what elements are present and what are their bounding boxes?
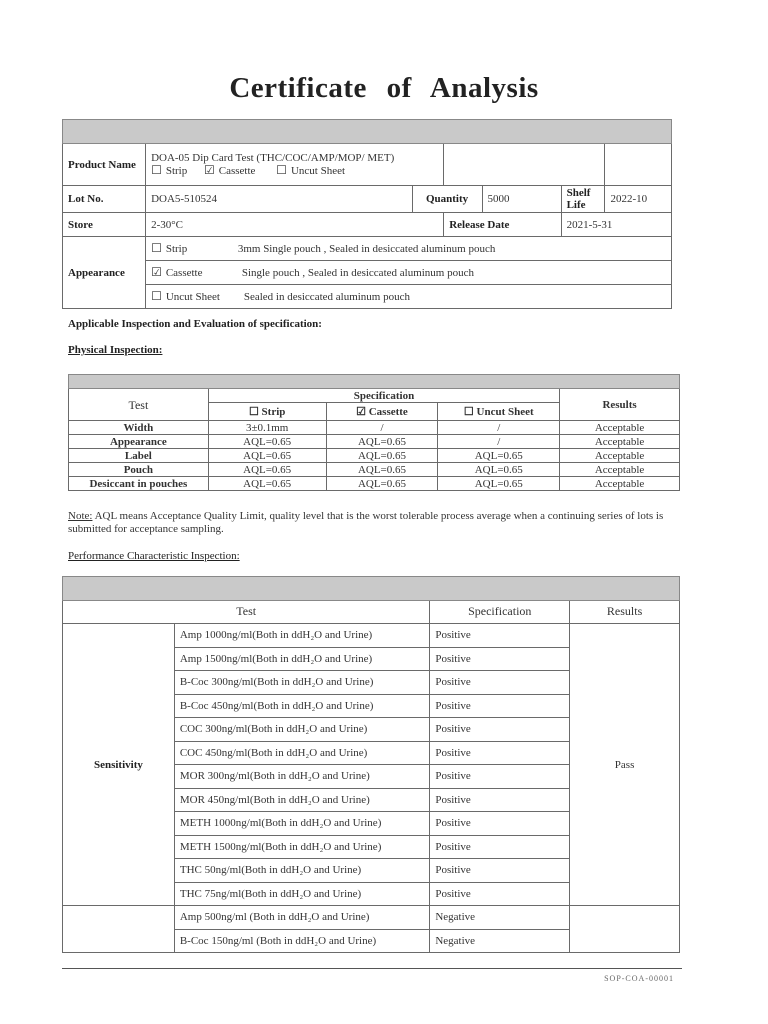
table-row: THC 50ng/ml(Both in ddH₂O and Urine) Positive	[63, 859, 680, 883]
shelf-life-value: 2022-10	[605, 186, 672, 213]
table-row: Amp 1500ng/ml(Both in ddH₂O and Urine) Positive	[63, 647, 680, 671]
footer-code: SOP-COA-00001	[604, 974, 674, 983]
perf-test-header: Test	[63, 600, 430, 624]
product-info-table	[62, 119, 672, 309]
header-band	[63, 577, 680, 601]
table-row: COC 450ng/ml(Both in ddH₂O and Urine) Positive	[63, 741, 680, 765]
test-header: Test	[69, 389, 209, 421]
performance-heading: Performance Characteristic Inspection:	[68, 550, 240, 562]
table-row: Label AQL=0.65 AQL=0.65 AQL=0.65 Acceptable	[69, 449, 680, 463]
table-row: Width 3±0.1mm / / Acceptable	[69, 421, 680, 435]
performance-table	[62, 576, 680, 953]
table-row: Amp 500ng/ml (Both in ddH₂O and Urine) Negative	[63, 906, 680, 930]
appearance-row-uncut	[63, 285, 672, 309]
appearance-cassette: ☑ Cassette Single pouch , Sealed in desiccated aluminum pouch	[146, 261, 672, 285]
header-band	[63, 120, 672, 144]
product-name-label: Product Name	[63, 144, 146, 186]
lot-value: DOA5-510524	[146, 186, 412, 213]
uncut-sheet-header: ☐ Uncut Sheet	[438, 403, 560, 421]
table-row: THC 75ng/ml(Both in ddH₂O and Urine) Positive	[63, 882, 680, 906]
table-row: Sensitivity Amp 1000ng/ml(Both in ddH₂O and Urine) Positive Pass	[63, 624, 680, 648]
physical-inspection-table	[68, 374, 680, 491]
release-date-label: Release Date	[444, 213, 561, 237]
quantity-value: 5000	[482, 186, 561, 213]
table-row: METH 1500ng/ml(Both in ddH₂O and Urine) Positive	[63, 835, 680, 859]
cassette-header: ☑ Cassette	[326, 403, 438, 421]
shelf-life-label: Shelf Life	[561, 186, 605, 213]
header-band	[69, 375, 680, 389]
table-row: METH 1000ng/ml(Both in ddH₂O and Urine) Positive	[63, 812, 680, 836]
strip-header: ☐ Strip	[208, 403, 326, 421]
table-row: MOR 450ng/ml(Both in ddH₂O and Urine) Positive	[63, 788, 680, 812]
option-strip: ☐ Strip	[151, 163, 188, 177]
table-row: MOR 300ng/ml(Both in ddH₂O and Urine) Positive	[63, 765, 680, 789]
product-name-value: DOA-05 Dip Card Test (THC/COC/AMP/MOP/ MET)	[151, 152, 395, 164]
store-label: Store	[63, 213, 146, 237]
release-date-value: 2021-5-31	[561, 213, 671, 237]
product-options	[151, 164, 438, 177]
document-title: Certificate of Analysis	[229, 72, 539, 104]
table-row: COC 300ng/ml(Both in ddH₂O and Urine) Positive	[63, 718, 680, 742]
lot-row	[63, 186, 672, 213]
physical-inspection-heading: Physical Inspection:	[68, 344, 163, 356]
appearance-strip: ☐ Strip 3mm Single pouch , Sealed in desiccated aluminum pouch	[146, 237, 672, 261]
quantity-label: Quantity	[412, 186, 482, 213]
appearance-row-cassette	[63, 261, 672, 285]
appearance-label: Appearance	[63, 237, 146, 309]
table-row: B-Coc 300ng/ml(Both in ddH₂O and Urine) Positive	[63, 671, 680, 695]
lot-label: Lot No.	[63, 186, 146, 213]
sensitivity-label: Sensitivity	[63, 624, 175, 906]
table-row: Appearance AQL=0.65 AQL=0.65 / Acceptable	[69, 435, 680, 449]
store-row	[63, 213, 672, 237]
aql-note: Note: AQL means Acceptance Quality Limit, quality level that is the worst tolerable process average when a continuing series of lots is submitted for acceptance sampling.	[68, 510, 664, 535]
results-header: Results	[560, 389, 680, 421]
footer-divider	[62, 968, 682, 969]
specification-header: Specification	[208, 389, 559, 403]
perf-results-header: Results	[570, 600, 680, 624]
table-row: B-Coc 150ng/ml (Both in ddH₂O and Urine) Negative	[63, 929, 680, 953]
sensitivity-result: Pass	[570, 624, 680, 906]
appearance-row-strip	[63, 237, 672, 261]
appearance-uncut-sheet: ☐ Uncut Sheet Sealed in desiccated aluminum pouch	[146, 285, 672, 309]
option-cassette: ☑ Cassette	[203, 163, 256, 177]
store-value: 2-30°C	[146, 213, 444, 237]
option-uncut-sheet: ☐ Uncut Sheet	[276, 163, 346, 177]
table-row: Pouch AQL=0.65 AQL=0.65 AQL=0.65 Acceptable	[69, 463, 680, 477]
perf-spec-header: Specification	[430, 600, 570, 624]
applicable-heading: Applicable Inspection and Evaluation of specification:	[68, 318, 322, 330]
table-row: B-Coc 450ng/ml(Both in ddH₂O and Urine) Positive	[63, 694, 680, 718]
table-row: Desiccant in pouches AQL=0.65 AQL=0.65 AQL=0.65 Acceptable	[69, 477, 680, 491]
product-name-row	[63, 144, 672, 186]
